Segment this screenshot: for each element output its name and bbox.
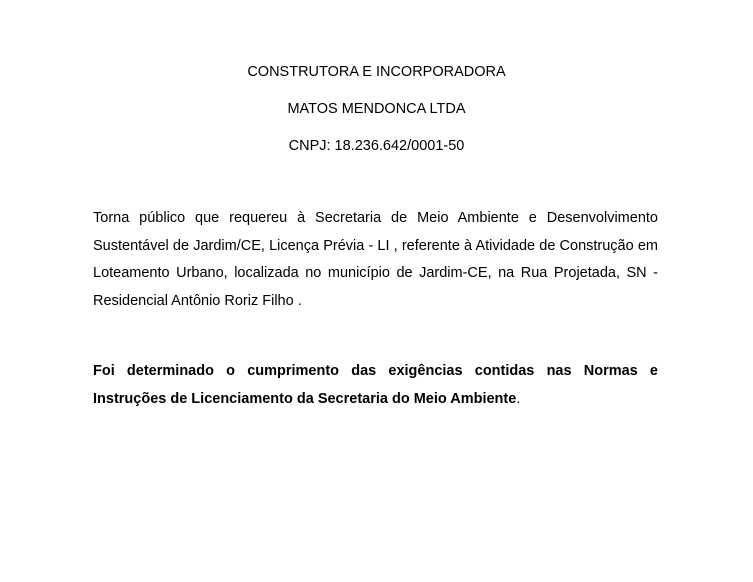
requirement-text: Foi determinado o cumprimento das exigências contidas nas Normas e Instruções de Licenciamento da Secretaria do Meio Ambiente — [93, 363, 658, 407]
requirement-paragraph — [93, 358, 658, 413]
company-cnpj: CNPJ: 18.236.642/0001-50 — [288, 138, 465, 154]
notice-paragraph: Torna público que requereu à Secretaria de Meio Ambiente e Desenvolvimento Sustentável de Jardim/CE, Licença Prévia - LI , referente à Atividade de Construção em Loteamento Urbano, localizada no município de Jardim-CE, na Rua Projetada, SN - Residencial Antônio Roriz Filho . — [93, 210, 658, 310]
company-name-line1: CONSTRUTORA E INCORPORADORA — [247, 64, 506, 80]
requirement-period: . — [516, 390, 521, 407]
company-name-line2: MATOS MENDONCA LTDA — [287, 101, 466, 117]
